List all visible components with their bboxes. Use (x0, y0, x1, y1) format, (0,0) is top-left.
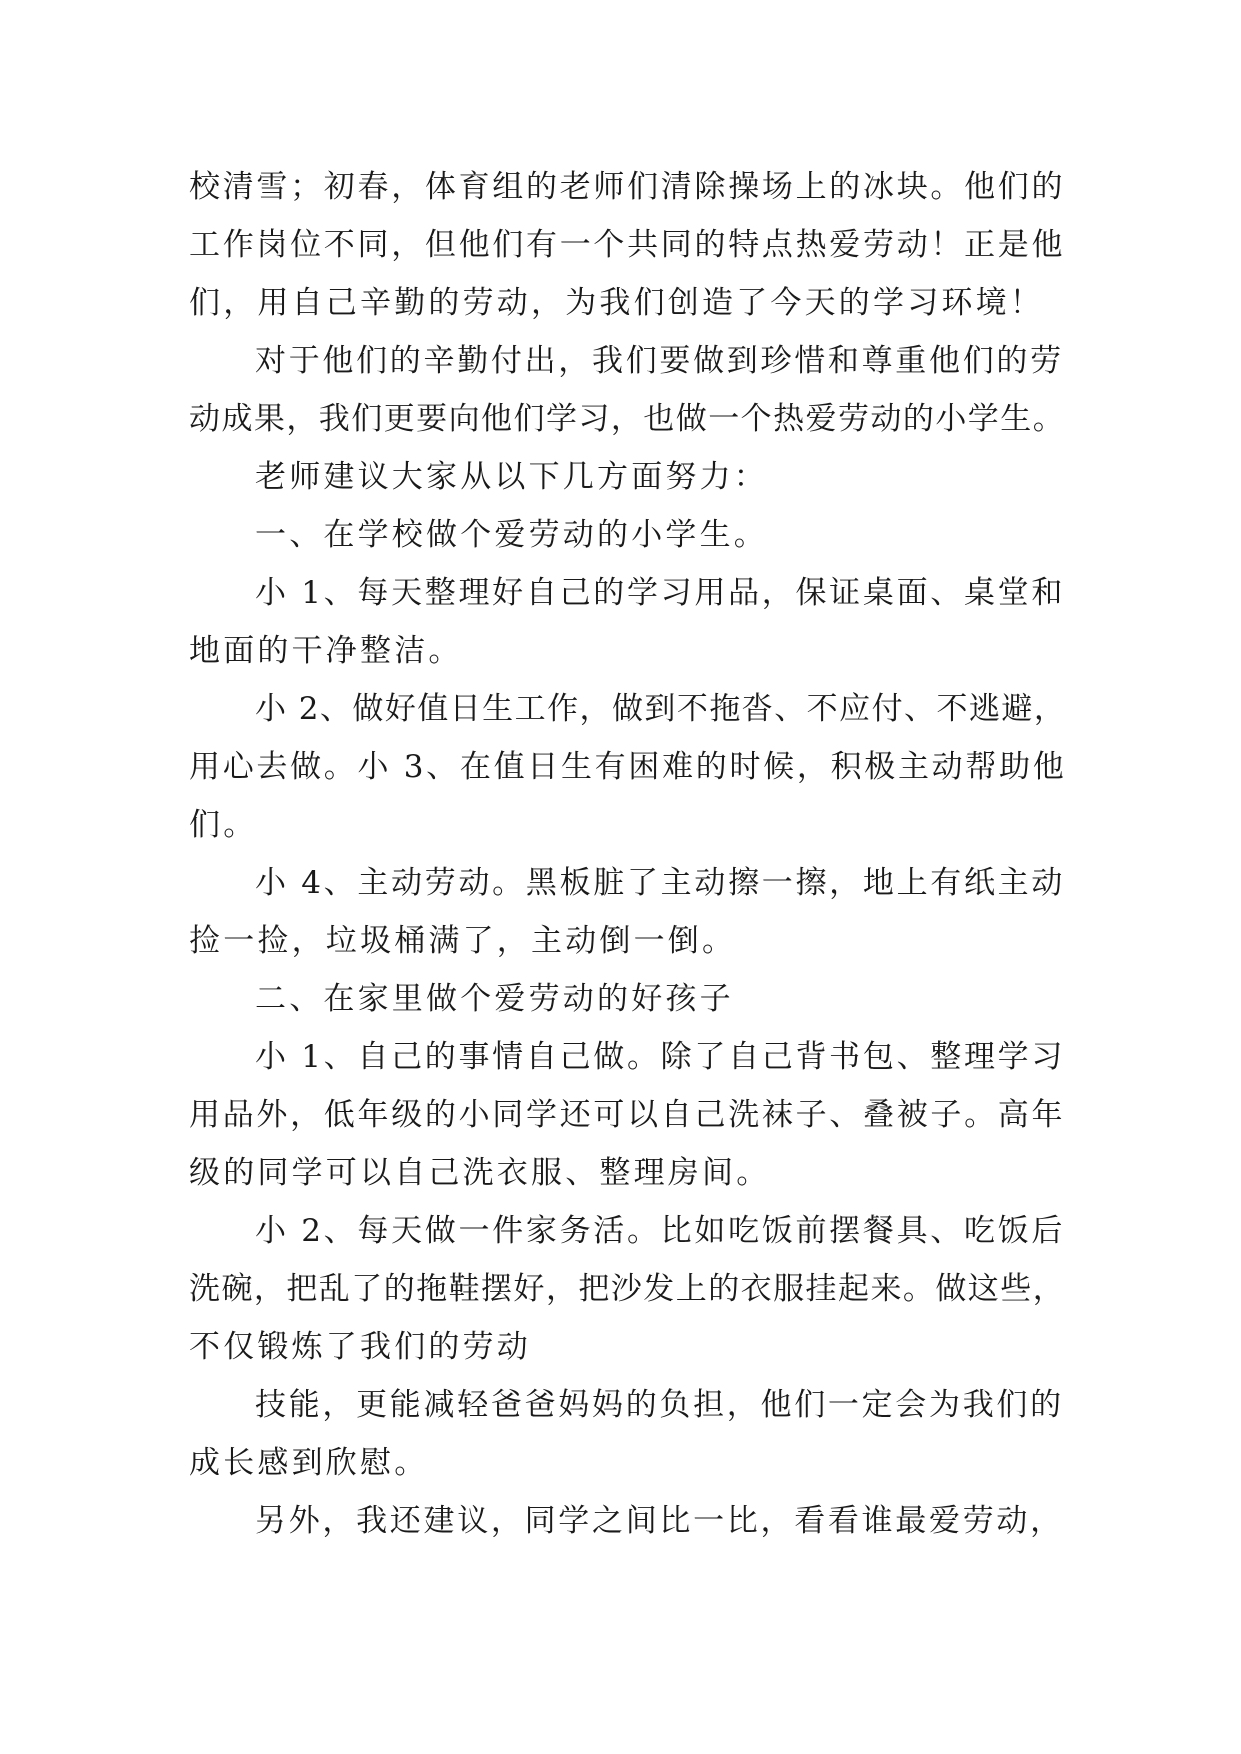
text-line: 们，用自己辛勤的劳动，为我们创造了今天的学习环境！ (189, 285, 1044, 321)
text-line: 老师建议大家从以下几方面努力： (255, 459, 768, 495)
section-heading: 二、在家里做个爱劳动的好孩子 (255, 981, 734, 1017)
text-line: 工作岗位不同，但他们有一个共同的特点热爱劳动！正是他 (189, 227, 1066, 263)
document-body (189, 158, 1069, 1550)
text-line: 们。 (189, 807, 258, 843)
text-line: 动成果，我们更要向他们学习，也做一个热爱劳动的小学生。 (189, 401, 1066, 437)
text-line: 不仅锻炼了我们的劳动 (189, 1329, 531, 1365)
text-line: 地面的干净整洁。 (189, 633, 463, 669)
text-line: 另外，我还建议，同学之间比一比，看看谁最爱劳动， (255, 1503, 1064, 1539)
text-line: 小 1、每天整理好自己的学习用品，保证桌面、桌堂和 (255, 575, 1066, 611)
text-line: 小 1、自己的事情自己做。除了自己背书包、整理学习 (255, 1039, 1066, 1075)
section-heading: 一、在学校做个爱劳动的小学生。 (255, 517, 768, 553)
text-line: 小 2、做好值日生工作，做到不拖沓、不应付、不逃避， (255, 691, 1067, 727)
text-line: 级的同学可以自己洗衣服、整理房间。 (189, 1155, 771, 1191)
text-line: 对于他们的辛勤付出，我们要做到珍惜和尊重他们的劳 (255, 343, 1064, 379)
text-line: 校清雪；初春，体育组的老师们清除操场上的冰块。他们的 (189, 169, 1066, 205)
text-line: 技能，更能减轻爸爸妈妈的负担，他们一定会为我们的 (255, 1387, 1064, 1423)
text-line: 小 2、每天做一件家务活。比如吃饭前摆餐具、吃饭后 (255, 1213, 1066, 1249)
text-line: 成长感到欣慰。 (189, 1445, 429, 1481)
text-line: 小 4、主动劳动。黑板脏了主动擦一擦，地上有纸主动 (255, 865, 1066, 901)
text-line: 用品外，低年级的小同学还可以自己洗袜子、叠被子。高年 (189, 1097, 1066, 1133)
text-line: 捡一捡，垃圾桶满了，主动倒一倒。 (189, 923, 737, 959)
text-line: 洗碗，把乱了的拖鞋摆好，把沙发上的衣服挂起来。做这些， (189, 1271, 1066, 1307)
text-line: 用心去做。小 3、在值日生有困难的时候，积极主动帮助他 (189, 749, 1067, 785)
